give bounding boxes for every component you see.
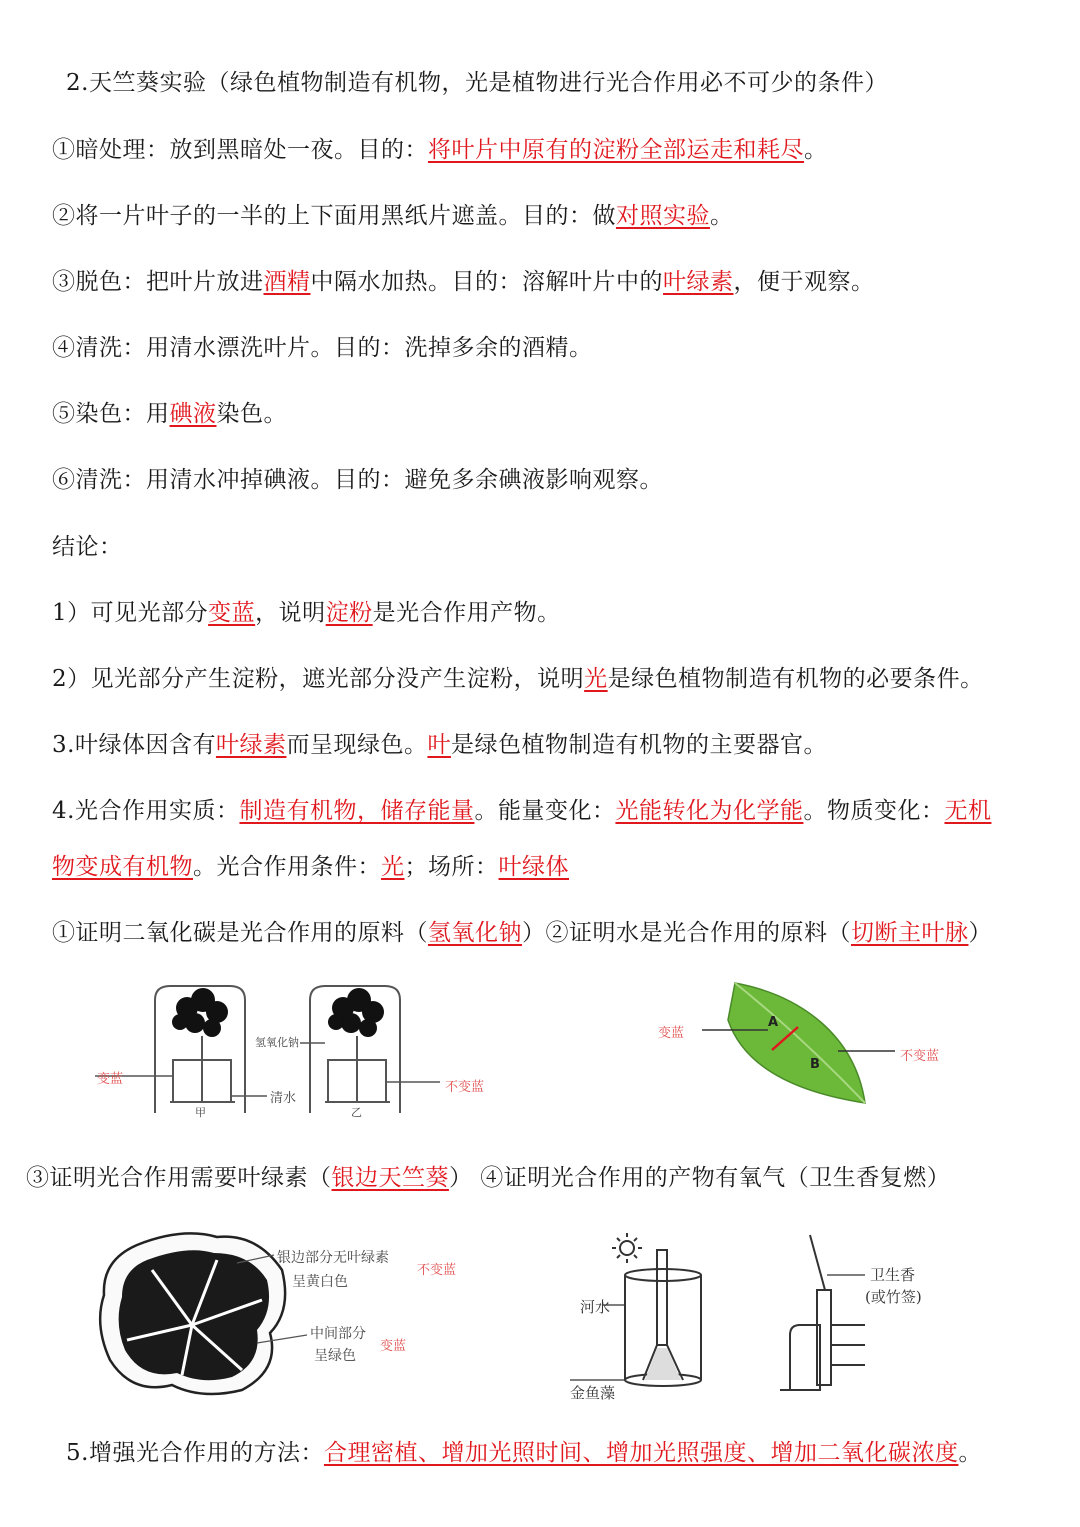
label-incense-1: 卫生香 [870,1266,916,1284]
step-3: ③脱色：把叶片放进酒精中隔水加热。目的：溶解叶片中的叶绿素，便于观察。 [52,269,875,295]
answer: 酒精 [263,269,311,295]
conclusion-2: 2）见光部分产生淀粉，遮光部分没产生淀粉，说明光是绿色植物制造有机物的必要条件。 [52,666,984,692]
answer: 叶绿体 [498,854,569,880]
label-not-blue: 不变蓝 [445,1080,485,1095]
label-river: 河水 [580,1298,611,1316]
label-edge-2: 呈黄白色 [292,1274,348,1290]
point-5: 5.增强光合作用的方法：合理密植、增加光照时间、增加光照强度、增加二氧化碳浓度。 [66,1440,982,1466]
label-naoh: 氢氧化钠 [255,1036,299,1049]
answer: 光能转化为化学能 [615,798,804,824]
label-not-blue: 不变蓝 [900,1049,940,1064]
label-b: B [810,1057,820,1072]
label-a: A [768,1015,779,1030]
conclusion-label: 结论： [52,534,123,560]
answer: 将叶片中原有的淀粉全部运走和耗尽 [428,137,804,163]
variegated-leaf-figure [92,1225,492,1400]
label-blue: 变蓝 [658,1026,685,1041]
answer: 变蓝 [208,600,256,626]
label-mid-1: 中间部分 [310,1326,366,1342]
point-3: 3.叶绿体因含有叶绿素而呈现绿色。叶是绿色植物制造有机物的主要器官。 [52,732,827,758]
answer: 对照实验 [616,203,710,229]
step-6: ⑥清洗：用清水冲掉碘液。目的：避免多余碘液影响观察。 [52,467,663,493]
answer: 银边天竺葵 [331,1165,449,1191]
answer: 叶绿素 [663,269,734,295]
step-2: ②将一片叶子的一半的上下面用黑纸片遮盖。目的：做对照实验。 [52,203,734,229]
label-jia: 甲 [195,1106,206,1119]
step-4: ④清洗：用清水漂洗叶片。目的：洗掉多余的酒精。 [52,335,593,361]
label-incense-2: (或竹签) [865,1288,922,1306]
experiments-3-4: ③证明光合作用需要叶绿素（银边天竺葵） ④证明光合作用的产物有氧气（卫生香复燃） [26,1165,951,1191]
answer: 切断主叶脉 [851,920,969,946]
answer: 光 [381,854,405,880]
answer: 叶绿素 [215,732,287,758]
label-mid-2: 呈绿色 [314,1348,356,1364]
label-plant: 金鱼藻 [570,1384,616,1402]
answer: 制造有机物，储存能量 [239,798,475,824]
answer: 碘液 [169,401,217,427]
answer: 无机 [944,798,992,824]
label-edge-1: 银边部分无叶绿素 [277,1250,389,1266]
bell-jar-drawing [95,978,515,1118]
label-not-blue: 不变蓝 [417,1263,457,1278]
label-blue: 变蓝 [380,1339,407,1354]
answer: 光 [584,666,608,692]
answer: 合理密植、增加光照时间、增加光照强度、增加二氧化碳浓度 [323,1440,959,1466]
label-yi: 乙 [351,1106,362,1119]
oxygen-experiment-figure [565,1230,965,1405]
bell-jar-figure [95,978,515,1118]
label-blue: 变蓝 [97,1072,124,1087]
label-water: 清水 [270,1091,297,1106]
leaf-vein-figure [650,975,970,1115]
answer: 叶 [427,732,451,758]
section-heading: 2.天竺葵实验（绿色植物制造有机物，光是植物进行光合作用必不可少的条件） [66,70,888,96]
point-4-line-1: 4.光合作用实质：制造有机物，储存能量。能量变化：光能转化为化学能。物质变化：无机 [52,798,992,824]
step-5: ⑤染色：用碘液染色。 [52,401,287,427]
step-1: ①暗处理：放到黑暗处一夜。目的：将叶片中原有的淀粉全部运走和耗尽。 [52,137,828,163]
point-4-line-2: 物变成有机物。光合作用条件：光；场所：叶绿体 [52,854,569,880]
conclusion-1: 1）可见光部分变蓝，说明淀粉是光合作用产物。 [52,600,561,626]
answer: 氢氧化钠 [428,920,522,946]
answer: 物变成有机物 [52,854,193,880]
experiments-1-2: ①证明二氧化碳是光合作用的原料（氢氧化钠）②证明水是光合作用的原料（切断主叶脉） [52,920,992,946]
answer: 淀粉 [325,600,373,626]
oxygen-experiment-drawing [565,1230,965,1405]
